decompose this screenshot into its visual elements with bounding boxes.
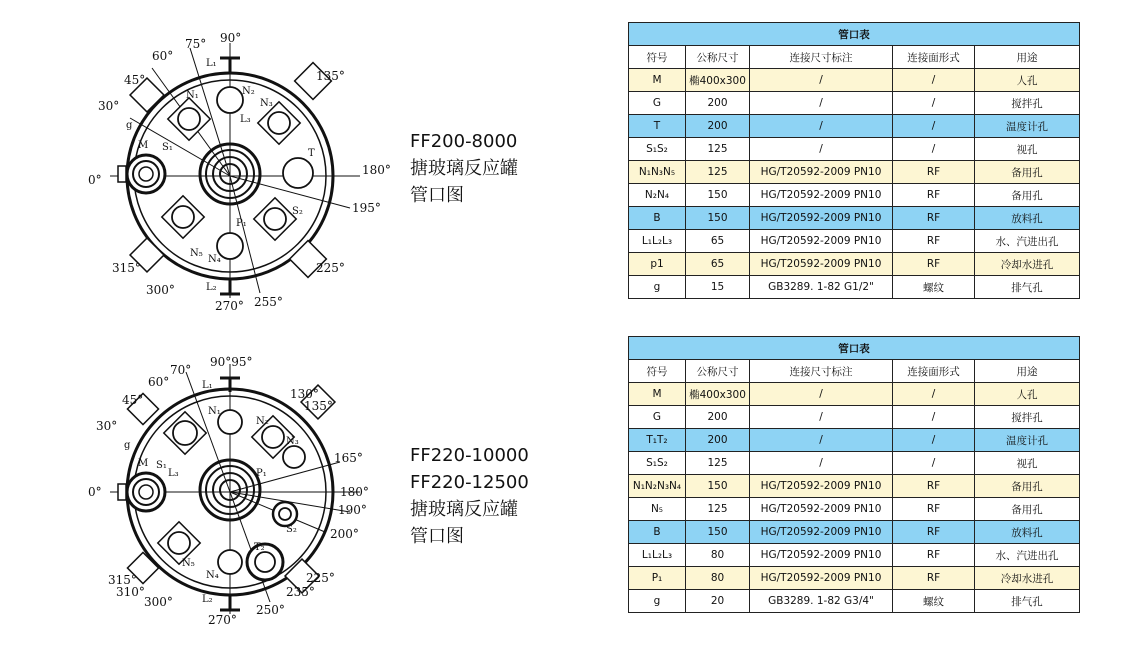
- table-cell: P₁: [629, 567, 686, 590]
- table-row: [629, 207, 1080, 230]
- model-title-1-line1: FF200-8000: [410, 131, 518, 152]
- table-cell: 温度计孔: [975, 115, 1080, 138]
- table-cell: RF: [893, 475, 975, 498]
- table-cell: GB3289. 1-82 G1/2": [750, 276, 893, 299]
- port-label-l1: L₁: [206, 58, 217, 69]
- manhole: [118, 473, 165, 511]
- table-cell: /: [750, 92, 893, 115]
- table-cell: 备用孔: [975, 184, 1080, 207]
- table-cell: HG/T20592-2009 PN10: [750, 521, 893, 544]
- port-label-p1: P₁: [256, 468, 267, 479]
- table-row: [629, 521, 1080, 544]
- table-cell: 15: [686, 276, 750, 299]
- table-cell: /: [893, 406, 975, 429]
- table-cell: N₅: [629, 498, 686, 521]
- table-cell: 20: [686, 590, 750, 613]
- table-row: [629, 92, 1080, 115]
- angle-label-90-95: 90°95°: [210, 355, 253, 369]
- table-cell: 150: [686, 521, 750, 544]
- port-label-t2: T₂: [254, 542, 265, 553]
- nozzle-table-1: [628, 22, 1080, 299]
- model-title-1-line3: 管口图: [410, 185, 464, 206]
- table-cell: 80: [686, 544, 750, 567]
- port-label-n3: N₃: [260, 98, 273, 109]
- table-cell: HG/T20592-2009 PN10: [750, 161, 893, 184]
- nozzle-diagram-1: [80, 28, 400, 318]
- angle-label-315: 315°: [112, 261, 141, 275]
- table-row: [629, 161, 1080, 184]
- model-title-2-line3: 搪玻璃反应罐: [410, 499, 518, 520]
- table-cell: T: [629, 115, 686, 138]
- table-cell: GB3289. 1-82 G3/4": [750, 590, 893, 613]
- table-row: [629, 69, 1080, 92]
- port-label-l1: L₁: [202, 380, 213, 391]
- port-label-n1: N₁: [186, 90, 199, 101]
- angle-label-300: 300°: [144, 595, 173, 609]
- table-cell: HG/T20592-2009 PN10: [750, 498, 893, 521]
- angle-label-130: 130°: [290, 387, 319, 401]
- table-cell: 冷却水进孔: [975, 567, 1080, 590]
- angle-label-135: 135°: [304, 399, 333, 413]
- port-label-n2: N₂: [256, 416, 269, 427]
- table-cell: RF: [893, 207, 975, 230]
- model-title-1-line2: 搪玻璃反应罐: [410, 158, 518, 179]
- angle-label-60: 60°: [148, 375, 170, 389]
- table-cell: 人孔: [975, 383, 1080, 406]
- table-cell: N₂N₄: [629, 184, 686, 207]
- table-cell: S₁S₂: [629, 452, 686, 475]
- nozzle-diagram-2-svg: [80, 352, 400, 642]
- nozzle-diagram-2: [80, 352, 400, 642]
- model-title-2-line2: FF220-12500: [410, 472, 529, 493]
- angle-label-75: 75°: [185, 37, 207, 51]
- table-cell: RF: [893, 521, 975, 544]
- table-cell: /: [893, 429, 975, 452]
- table-cell: B: [629, 521, 686, 544]
- angle-label-235: 235°: [286, 585, 315, 599]
- angle-label-180: 180°: [340, 485, 369, 499]
- table-cell: 水、汽进出孔: [975, 544, 1080, 567]
- table-cell: 水、汽进出孔: [975, 230, 1080, 253]
- table-cell: p1: [629, 253, 686, 276]
- table-cell: N₁N₃N₅: [629, 161, 686, 184]
- table-row: [629, 567, 1080, 590]
- table-cell: 65: [686, 230, 750, 253]
- table-cell: G: [629, 92, 686, 115]
- port-label-s2: S₂: [286, 524, 297, 535]
- model-title-1: [410, 128, 518, 209]
- table-header-connection: 连接尺寸标注: [750, 46, 893, 69]
- model-title-2: [410, 442, 529, 550]
- port-label-g: g: [126, 120, 133, 131]
- table-cell: /: [750, 383, 893, 406]
- angle-label-225: 225°: [316, 261, 345, 275]
- table-row: [629, 452, 1080, 475]
- table-row: [629, 115, 1080, 138]
- table-header-face: 连接面形式: [893, 360, 975, 383]
- table-cell: /: [750, 406, 893, 429]
- port-label-l2: L₂: [202, 594, 213, 605]
- table-title: 管口表: [629, 337, 1080, 360]
- table-cell: 放料孔: [975, 207, 1080, 230]
- table-cell: L₁L₂L₃: [629, 544, 686, 567]
- nozzle-diagram-1-svg: [80, 28, 400, 318]
- table-row: [629, 276, 1080, 299]
- table-cell: /: [750, 138, 893, 161]
- model-title-2-line1: FF220-10000: [410, 445, 529, 466]
- port-label-p1: P₁: [236, 218, 247, 229]
- table-title: 管口表: [629, 23, 1080, 46]
- table-cell: HG/T20592-2009 PN10: [750, 230, 893, 253]
- table-body: [629, 69, 1080, 299]
- table-cell: HG/T20592-2009 PN10: [750, 207, 893, 230]
- table-cell: g: [629, 590, 686, 613]
- table-header-face: 连接面形式: [893, 46, 975, 69]
- table-cell: HG/T20592-2009 PN10: [750, 475, 893, 498]
- table-row: [629, 406, 1080, 429]
- angle-label-195: 195°: [352, 201, 381, 215]
- table-row: [629, 138, 1080, 161]
- table-row: [629, 429, 1080, 452]
- table-row: [629, 253, 1080, 276]
- table-cell: HG/T20592-2009 PN10: [750, 253, 893, 276]
- table-cell: 200: [686, 406, 750, 429]
- angle-label-270: 270°: [208, 613, 237, 627]
- angle-label-225: 225°: [306, 571, 335, 585]
- angle-label-60: 60°: [152, 49, 174, 63]
- angle-label-310: 310°: [116, 585, 145, 599]
- table-cell: /: [893, 115, 975, 138]
- table-cell: 200: [686, 115, 750, 138]
- table-cell: 65: [686, 253, 750, 276]
- table-cell: 备用孔: [975, 161, 1080, 184]
- table-cell: /: [893, 452, 975, 475]
- manhole: [118, 155, 165, 193]
- table-cell: 备用孔: [975, 498, 1080, 521]
- table-cell: RF: [893, 544, 975, 567]
- table-cell: 125: [686, 498, 750, 521]
- angle-label-250: 250°: [256, 603, 285, 617]
- table-cell: 150: [686, 207, 750, 230]
- table-cell: 搅拌孔: [975, 406, 1080, 429]
- angle-label-270: 270°: [215, 299, 244, 313]
- table-cell: L₁L₂L₃: [629, 230, 686, 253]
- angle-label-0: 0°: [88, 173, 102, 187]
- angle-label-200: 200°: [330, 527, 359, 541]
- model-title-2-line4: 管口图: [410, 526, 464, 547]
- port-label-l2: L₂: [206, 282, 217, 293]
- table-cell: 冷却水进孔: [975, 253, 1080, 276]
- nozzle-table-2: [628, 336, 1080, 613]
- angle-label-90: 90°: [220, 31, 242, 45]
- port-label-m: M: [138, 458, 149, 469]
- table-cell: 150: [686, 184, 750, 207]
- table-cell: 排气孔: [975, 276, 1080, 299]
- table-cell: HG/T20592-2009 PN10: [750, 544, 893, 567]
- angle-label-255: 255°: [254, 295, 283, 309]
- port-label-n4: N₄: [206, 570, 219, 581]
- table-cell: /: [750, 69, 893, 92]
- table-cell: 螺纹: [893, 276, 975, 299]
- table-cell: g: [629, 276, 686, 299]
- table-cell: 视孔: [975, 138, 1080, 161]
- table-row: [629, 230, 1080, 253]
- angle-label-315: 315°: [108, 573, 137, 587]
- table-header-symbol: 符号: [629, 46, 686, 69]
- table-cell: M: [629, 69, 686, 92]
- angle-label-30: 30°: [96, 419, 118, 433]
- table-cell: RF: [893, 184, 975, 207]
- table-cell: RF: [893, 253, 975, 276]
- table-cell: /: [750, 452, 893, 475]
- table-header-purpose: 用途: [975, 46, 1080, 69]
- table-cell: 放料孔: [975, 521, 1080, 544]
- round-ports: [172, 87, 313, 259]
- table-body: [629, 383, 1080, 613]
- port-label-m: M: [138, 140, 149, 151]
- table-cell: G: [629, 406, 686, 429]
- table-row: [629, 590, 1080, 613]
- table-cell: /: [893, 69, 975, 92]
- port-label-n5: N₅: [182, 558, 195, 569]
- port-label-n4: N₄: [208, 254, 221, 265]
- table-cell: 125: [686, 138, 750, 161]
- table-row: [629, 498, 1080, 521]
- port-label-t: T: [308, 148, 315, 159]
- table-cell: RF: [893, 498, 975, 521]
- port-label-l3: L₃: [240, 114, 251, 125]
- angle-label-45: 45°: [124, 73, 146, 87]
- table-cell: T₁T₂: [629, 429, 686, 452]
- table-cell: /: [893, 92, 975, 115]
- table-cell: RF: [893, 567, 975, 590]
- table-cell: 200: [686, 429, 750, 452]
- angle-label-0: 0°: [88, 485, 102, 499]
- table-row: [629, 184, 1080, 207]
- angle-label-300: 300°: [146, 283, 175, 297]
- table-cell: 150: [686, 475, 750, 498]
- table-header-size: 公称尺寸: [686, 46, 750, 69]
- angle-label-45: 45°: [122, 393, 144, 407]
- table-cell: HG/T20592-2009 PN10: [750, 184, 893, 207]
- port-label-n2: N₂: [242, 86, 255, 97]
- angle-label-135: 135°: [316, 69, 345, 83]
- table-cell: 螺纹: [893, 590, 975, 613]
- port-label-l3: L₃: [168, 468, 179, 479]
- table-cell: 200: [686, 92, 750, 115]
- table-row: [629, 544, 1080, 567]
- table-cell: /: [893, 138, 975, 161]
- table-cell: /: [750, 115, 893, 138]
- table-cell: S₁S₂: [629, 138, 686, 161]
- table-header-connection: 连接尺寸标注: [750, 360, 893, 383]
- table-cell: 视孔: [975, 452, 1080, 475]
- table-cell: 人孔: [975, 69, 1080, 92]
- table-header-size: 公称尺寸: [686, 360, 750, 383]
- angle-label-180: 180°: [362, 163, 391, 177]
- port-label-s1: S₁: [162, 142, 173, 153]
- table-cell: 搅拌孔: [975, 92, 1080, 115]
- table-cell: B: [629, 207, 686, 230]
- angle-label-30: 30°: [98, 99, 120, 113]
- table-cell: M: [629, 383, 686, 406]
- table-cell: N₁N₂N₃N₄: [629, 475, 686, 498]
- table-header-symbol: 符号: [629, 360, 686, 383]
- table-cell: 125: [686, 452, 750, 475]
- angle-label-70: 70°: [170, 363, 192, 377]
- table-cell: 温度计孔: [975, 429, 1080, 452]
- port-label-s2: S₂: [292, 206, 303, 217]
- port-label-n1: N₁: [208, 406, 221, 417]
- table-cell: /: [893, 383, 975, 406]
- port-label-n3: N₃: [286, 436, 299, 447]
- port-label-s1: S₁: [156, 460, 167, 471]
- table-cell: RF: [893, 230, 975, 253]
- angle-label-190: 190°: [338, 503, 367, 517]
- table-header-purpose: 用途: [975, 360, 1080, 383]
- table-cell: /: [750, 429, 893, 452]
- table-cell: HG/T20592-2009 PN10: [750, 567, 893, 590]
- table-cell: 排气孔: [975, 590, 1080, 613]
- table-cell: 125: [686, 161, 750, 184]
- port-label-g: g: [124, 440, 131, 451]
- port-label-n5: N₅: [190, 248, 203, 259]
- table-cell: 椭400x300: [686, 383, 750, 406]
- table-cell: 椭400x300: [686, 69, 750, 92]
- table-row: [629, 475, 1080, 498]
- angle-label-165: 165°: [334, 451, 363, 465]
- table-cell: 备用孔: [975, 475, 1080, 498]
- table-cell: RF: [893, 161, 975, 184]
- table-cell: 80: [686, 567, 750, 590]
- table-row: [629, 383, 1080, 406]
